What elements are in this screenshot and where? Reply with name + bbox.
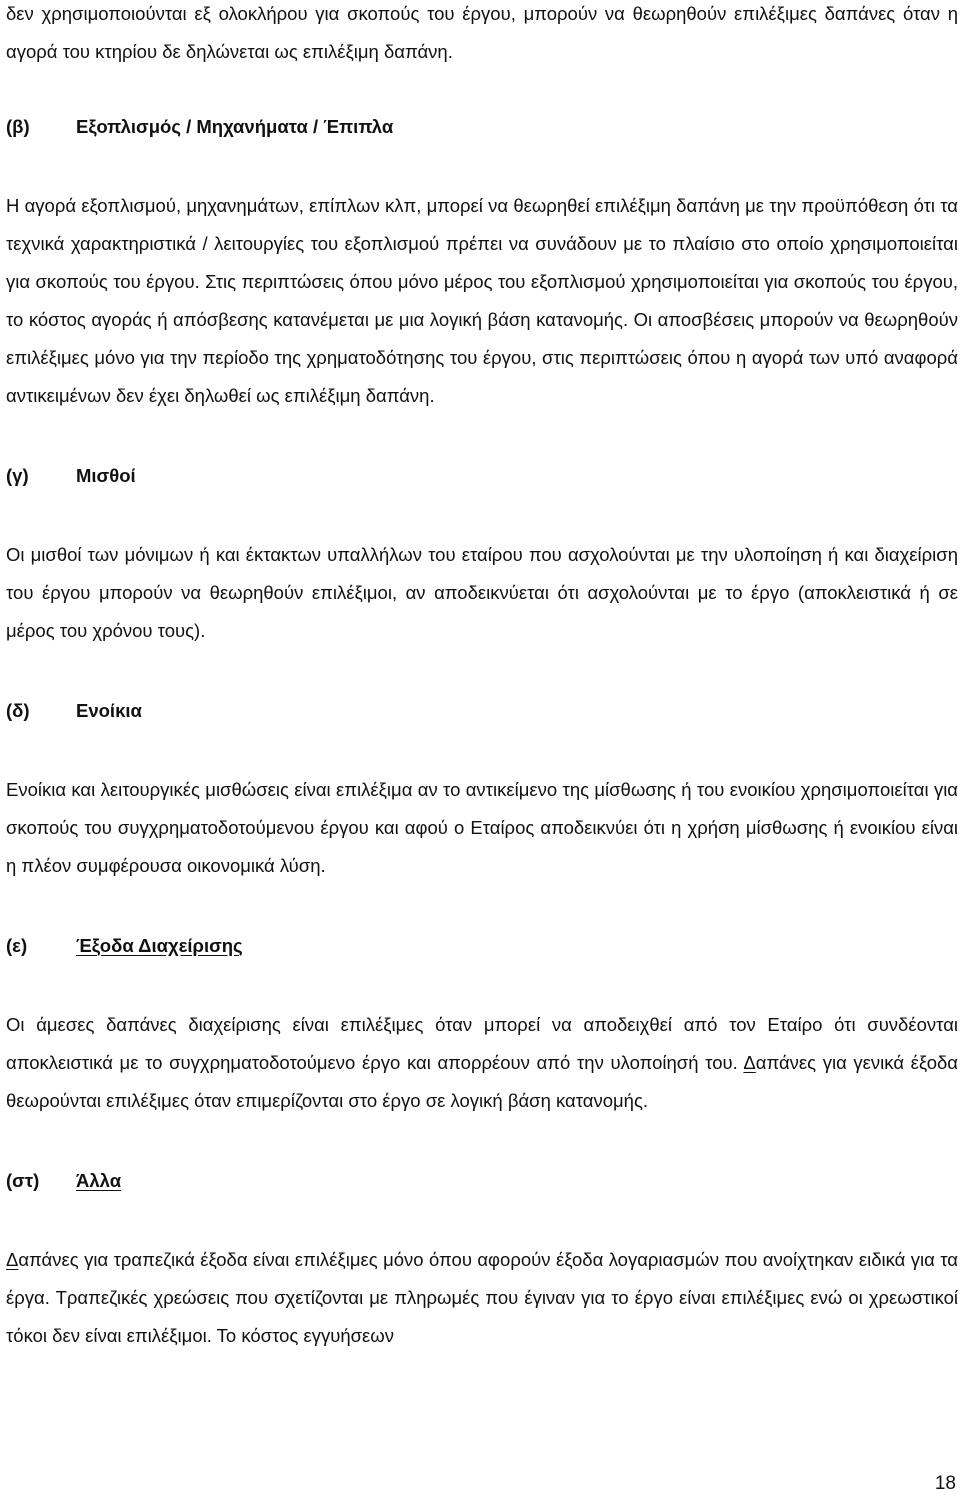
paragraph-part-underlined: Δ bbox=[6, 1249, 19, 1270]
section-title-part: Έξοδα bbox=[76, 935, 139, 956]
section-title-part: Διαχείρισης bbox=[138, 935, 243, 956]
section-paragraph-c: Οι μισθοί των μόνιμων ή και έκτακτων υπαλλήλων του εταίρου που ασχολούνται με την υλοποίηση ή και διαχείριση του έργου μπορούν να θεωρηθούν επιλέξιμοι, αν αποδεικνύεται ότι ασχολούνται με το έργο (αποκλειστικά ή σε μέρος του χρόνου τους). bbox=[6, 544, 958, 641]
paragraph-part: Οι άμεσες δαπάνες διαχείρισης είναι επιλέξιμες όταν μπορεί να αποδειχθεί από τον Εταίρο ότι συνδέονται αποκλειστικά με το συγχρηματοδοτούμενο έργο και απορρέουν από την υλοποίησή του. bbox=[6, 1014, 958, 1073]
section-paragraph-d: Ενοίκια και λειτουργικές μισθώσεις είναι επιλέξιμα αν το αντικείμενο της μίσθωσης ή του ενοικίου χρησιμοποιείται για σκοπούς του συγχρηματοδοτούμενου έργου και αφού ο Εταίρος αποδεικνύει ότι η χρήση μίσθωσης ή ενοικίου είναι η πλέον συμφέρουσα οικονομικά λύση. bbox=[6, 779, 958, 876]
section-heading-b bbox=[6, 108, 958, 146]
section-number: (δ) bbox=[6, 700, 30, 721]
paragraph-part: απάνες για τραπεζικά έξοδα είναι επιλέξιμες μόνο όπου αφορούν έξοδα λογαριασμών που ανοίχτηκαν ειδικά για τα έργα. Τραπεζικές χρεώσεις που σχετίζονται με πληρωμές που έγιναν για το έργο είναι επιλέξιμες ενώ οι χρεωστικοί τόκοι δεν είναι επιλέξιμοι. Το κόστος εγγυήσεων bbox=[6, 1249, 958, 1346]
section-title: Άλλα bbox=[76, 1170, 122, 1191]
paragraph-part: απάνες για γενικά έξοδα θεωρούνται επιλέξιμες όταν επιμερίζονται στο έργο σε λογική βάση κατανομής. bbox=[6, 1052, 958, 1111]
section-title bbox=[76, 927, 243, 965]
section-title: Ενοίκια bbox=[76, 700, 142, 721]
page-content bbox=[6, 0, 958, 1355]
section-heading-e bbox=[6, 927, 958, 965]
section-number: (ε) bbox=[6, 935, 28, 956]
section-paragraph-b: Η αγορά εξοπλισμού, μηχανημάτων, επίπλων κλπ, μπορεί να θεωρηθεί επιλέξιμη δαπάνη με την προϋπόθεση ότι τα τεχνικά χαρακτηριστικά / λειτουργίες του εξοπλισμού πρέπει να συνάδουν με το πλαίσιο στο οποίο χρησιμοποιείται για σκοπούς του έργου. Στις περιπτώσεις όπου μόνο μέρος του εξοπλισμού χρησιμοποιείται για σκοπούς του έργου, το κόστος αγοράς ή απόσβεσης κατανέμεται με μια λογική βάση κατανομής. Οι αποσβέσεις μπορούν να θεωρηθούν επιλέξιμες μόνο για την περίοδο της χρηματοδότησης του έργου, στις περιπτώσεις όπου η αγορά των υπό αναφορά αντικειμένων δεν έχει δηλωθεί ως επιλέξιμη δαπάνη. bbox=[6, 195, 958, 406]
section-heading-f bbox=[6, 1162, 958, 1200]
section-title: Εξοπλισμός / Μηχανήματα / Έπιπλα bbox=[76, 116, 394, 137]
paragraph-part-underlined: Δ bbox=[743, 1052, 756, 1073]
section-heading-d bbox=[6, 692, 958, 730]
section-paragraph-f bbox=[6, 1241, 958, 1355]
page-number: 18 bbox=[934, 1473, 956, 1494]
section-number: (β) bbox=[6, 116, 30, 137]
section-title: Μισθοί bbox=[76, 465, 136, 486]
section-number: (στ) bbox=[6, 1170, 40, 1191]
section-paragraph-e bbox=[6, 1006, 958, 1120]
intro-paragraph: δεν χρησιμοποιούνται εξ ολοκλήρου για σκοπούς του έργου, μπορούν να θεωρηθούν επιλέξιμες δαπάνες όταν η αγορά του κτηρίου δε δηλώνεται ως επιλέξιμη δαπάνη. bbox=[6, 3, 958, 62]
section-number: (γ) bbox=[6, 465, 29, 486]
section-heading-c bbox=[6, 457, 958, 495]
